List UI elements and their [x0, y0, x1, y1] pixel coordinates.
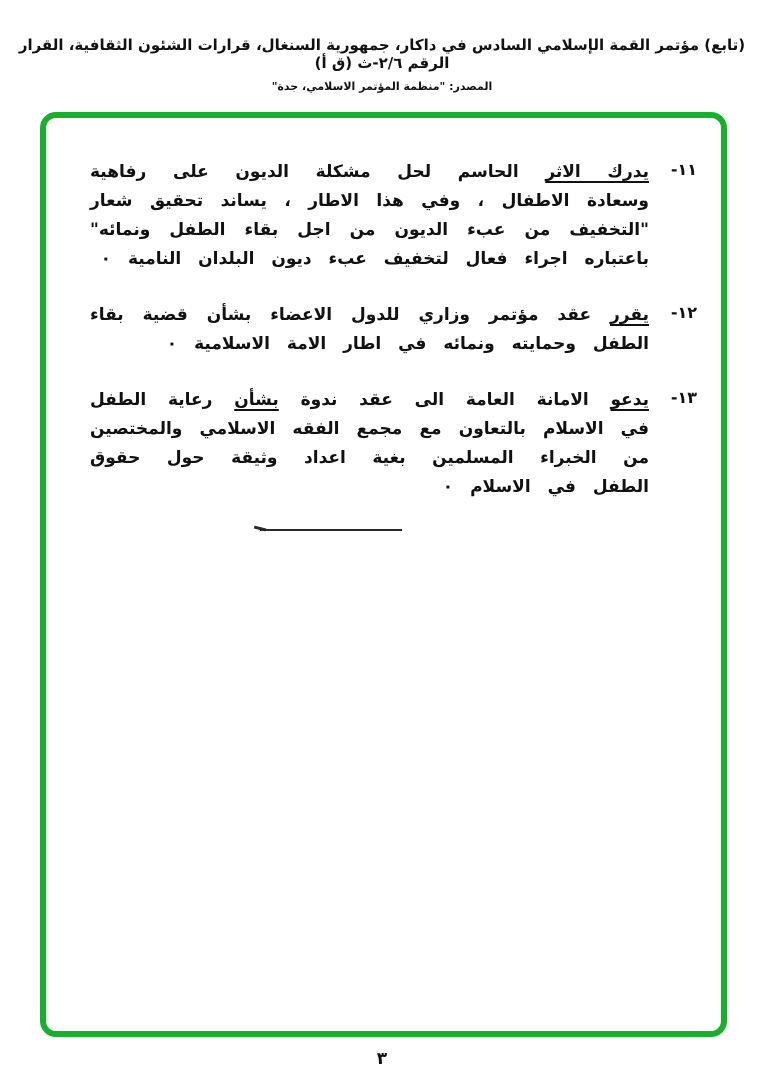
item-text-segment: الحاسم لحل مشكلة الديون على رفاهية وسعادة الاطفال ، وفي هذا الاطار ، يساند تحقيق شعار "التخفيف من عبء الديون من اجل بقاء الطفل ونمائه" باعتباره اجراء فعال لتخفيف عبء ديون البلدان النامية ٠ — [90, 162, 649, 269]
resolution-item-11 — [90, 158, 697, 274]
underlined-term: يدرك الاثر — [545, 162, 649, 182]
page-number: ٣ — [376, 1049, 388, 1069]
item-text-segment: عقد مؤتمر وزاري للدول الاعضاء بشأن قضية بقاء الطفل وحمايته ونمائه في اطار الامة الاسلامية ٠ — [90, 305, 649, 354]
item-number: ١٣- — [670, 388, 697, 407]
item-text — [90, 158, 649, 274]
page-header — [0, 36, 764, 93]
item-number: ١١- — [670, 160, 697, 179]
resolution-item-13 — [90, 386, 697, 502]
item-text — [90, 301, 649, 359]
item-text — [90, 386, 649, 502]
underlined-term: يقرر — [610, 305, 649, 325]
resolution-text-block — [46, 118, 721, 531]
separator-rule — [260, 529, 402, 531]
separator-tick — [254, 526, 266, 532]
header-title: (تابع) مؤتمر القمة الإسلامي السادس في داكار، جمهورية السنغال، قرارات الشئون الثقافية، القرار الرقم ٢/٦-ث (ق أ) — [18, 36, 746, 72]
resolution-item-12 — [90, 301, 697, 359]
item-text-segment: الامانة العامة الى عقد ندوة — [278, 390, 611, 410]
underlined-term: بشأن — [234, 390, 279, 410]
header-source: المصدر: "منظمة المؤتمر الاسلامي، جدة" — [271, 80, 493, 93]
underlined-term: يدعو — [610, 390, 649, 410]
item-text-segment: رعاية الطفل في الاسلام بالتعاون مع مجمع الفقه الاسلامي والمختصين من الخبراء المسلمين بغية اعداد وثيقة حول حقوق الطفل في الاسلام ٠ — [90, 390, 649, 497]
green-border-box — [40, 112, 727, 1037]
item-number: ١٢- — [670, 303, 697, 322]
